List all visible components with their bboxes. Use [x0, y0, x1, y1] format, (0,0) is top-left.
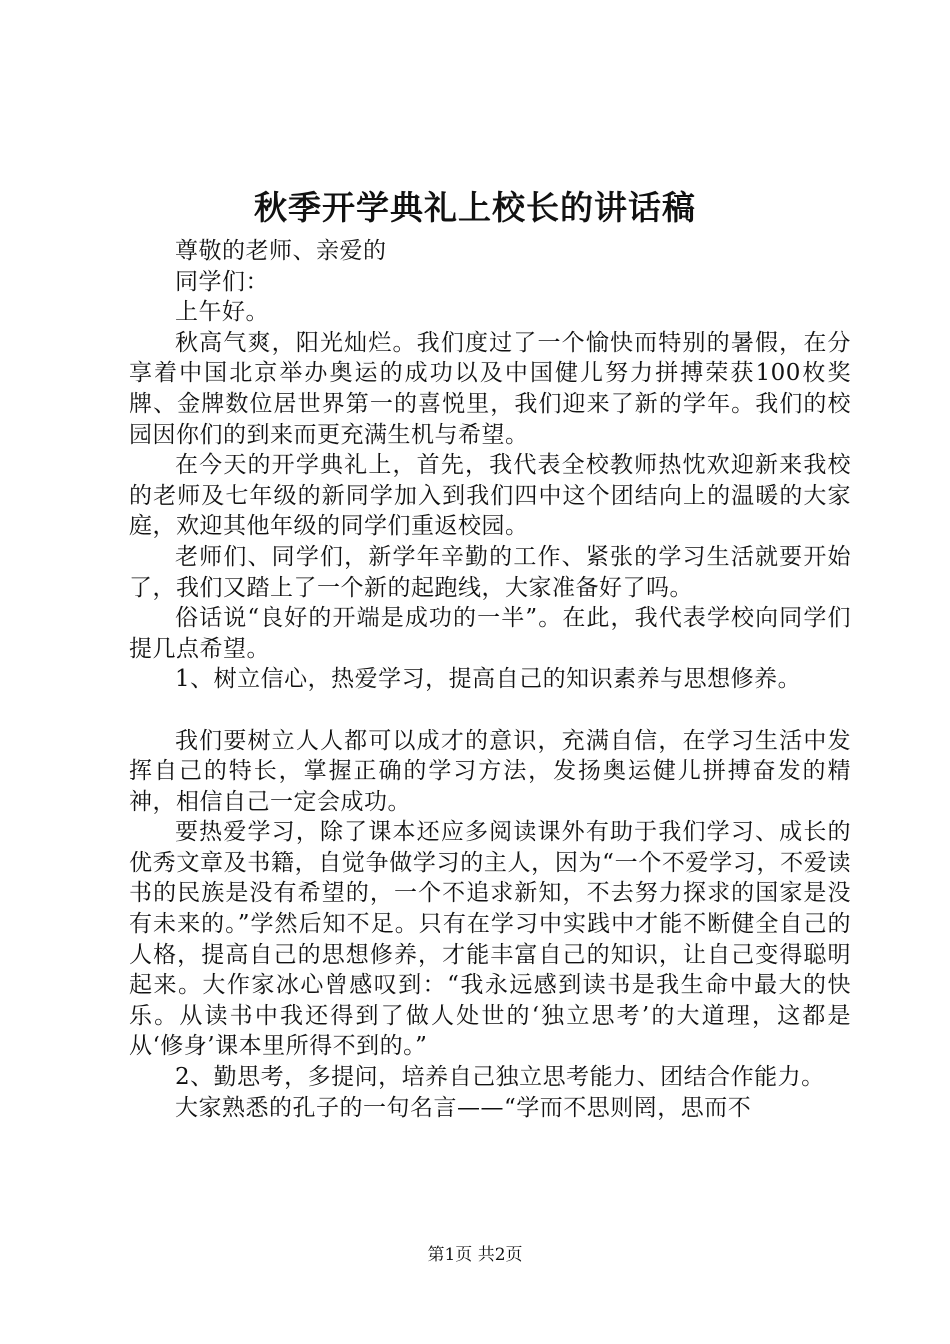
- paragraph: 大家熟悉的孔子的一句名言——“学而不思则罔，思而不: [175, 1094, 752, 1121]
- paragraph: 要热爱学习，除了课本还应多阅读课外有助于我们学习、成长的优秀文章及书籍，自觉争做学习的主人，因为“一个不爱学习，不爱读书的民族是没有希望的，一个不追求新知，不去努力探求的国家是没有未来的。”学然后知不足。只有在学习中实践中才能不断健全自己的人格，提高自己的思想修养，才能丰富自己的知识，让自己变得聪明起来。大作家冰心曾感叹到：“我永远感到读书是我生命中最大的快乐。从读书中我还得到了做人处世的‘独立思考’的大道理，这都是从‘修身’课本里所得不到的。”: [129, 819, 851, 1060]
- paragraph: 我们要树立人人都可以成才的意识，充满自信，在学习生活中发挥自己的特长，掌握正确的学习方法，发扬奥运健儿拼搏奋发的精神，相信自己一定会成功。: [129, 727, 851, 815]
- greeting-line-1: 尊敬的老师、亲爱的: [175, 238, 387, 264]
- greeting-line-3: 上午好。: [175, 299, 269, 326]
- paragraph: 秋高气爽，阳光灿烂。我们度过了一个愉快而特别的暑假，在分享着中国北京举办奥运的成功以及中国健儿努力拼搏荣获100枚奖牌、金牌数位居世界第一的喜悦里，我们迎来了新的学年。我们的校园因你们的到来而更充满生机与希望。: [129, 329, 851, 448]
- paragraph: 老师们、同学们，新学年辛勤的工作、紧张的学习生活就要开始了，我们又踏上了一个新的起跑线，大家准备好了吗。: [129, 543, 851, 601]
- page-title: 秋季开学典礼上校长的讲话稿: [254, 188, 696, 227]
- section-heading-1: 1、树立信心，热爱学习，提高自己的知识素养与思想修养。: [175, 666, 802, 693]
- document-body: [129, 236, 851, 1123]
- section-heading-2: 2、勤思考，多提问，培养自己独立思考能力、团结合作能力。: [175, 1064, 825, 1091]
- page-footer: 第1页 共2页: [427, 1245, 523, 1265]
- paragraph: 俗话说“良好的开端是成功的一半”。在此，我代表学校向同学们提几点希望。: [129, 605, 851, 662]
- blank-line: [129, 695, 851, 726]
- greeting-line-2: 同学们：: [175, 268, 269, 295]
- paragraph: 在今天的开学典礼上，首先，我代表全校教师热忱欢迎新来我校的老师及七年级的新同学加入到我们四中这个团结向上的温暖的大家庭，欢迎其他年级的同学们重返校园。: [129, 452, 851, 540]
